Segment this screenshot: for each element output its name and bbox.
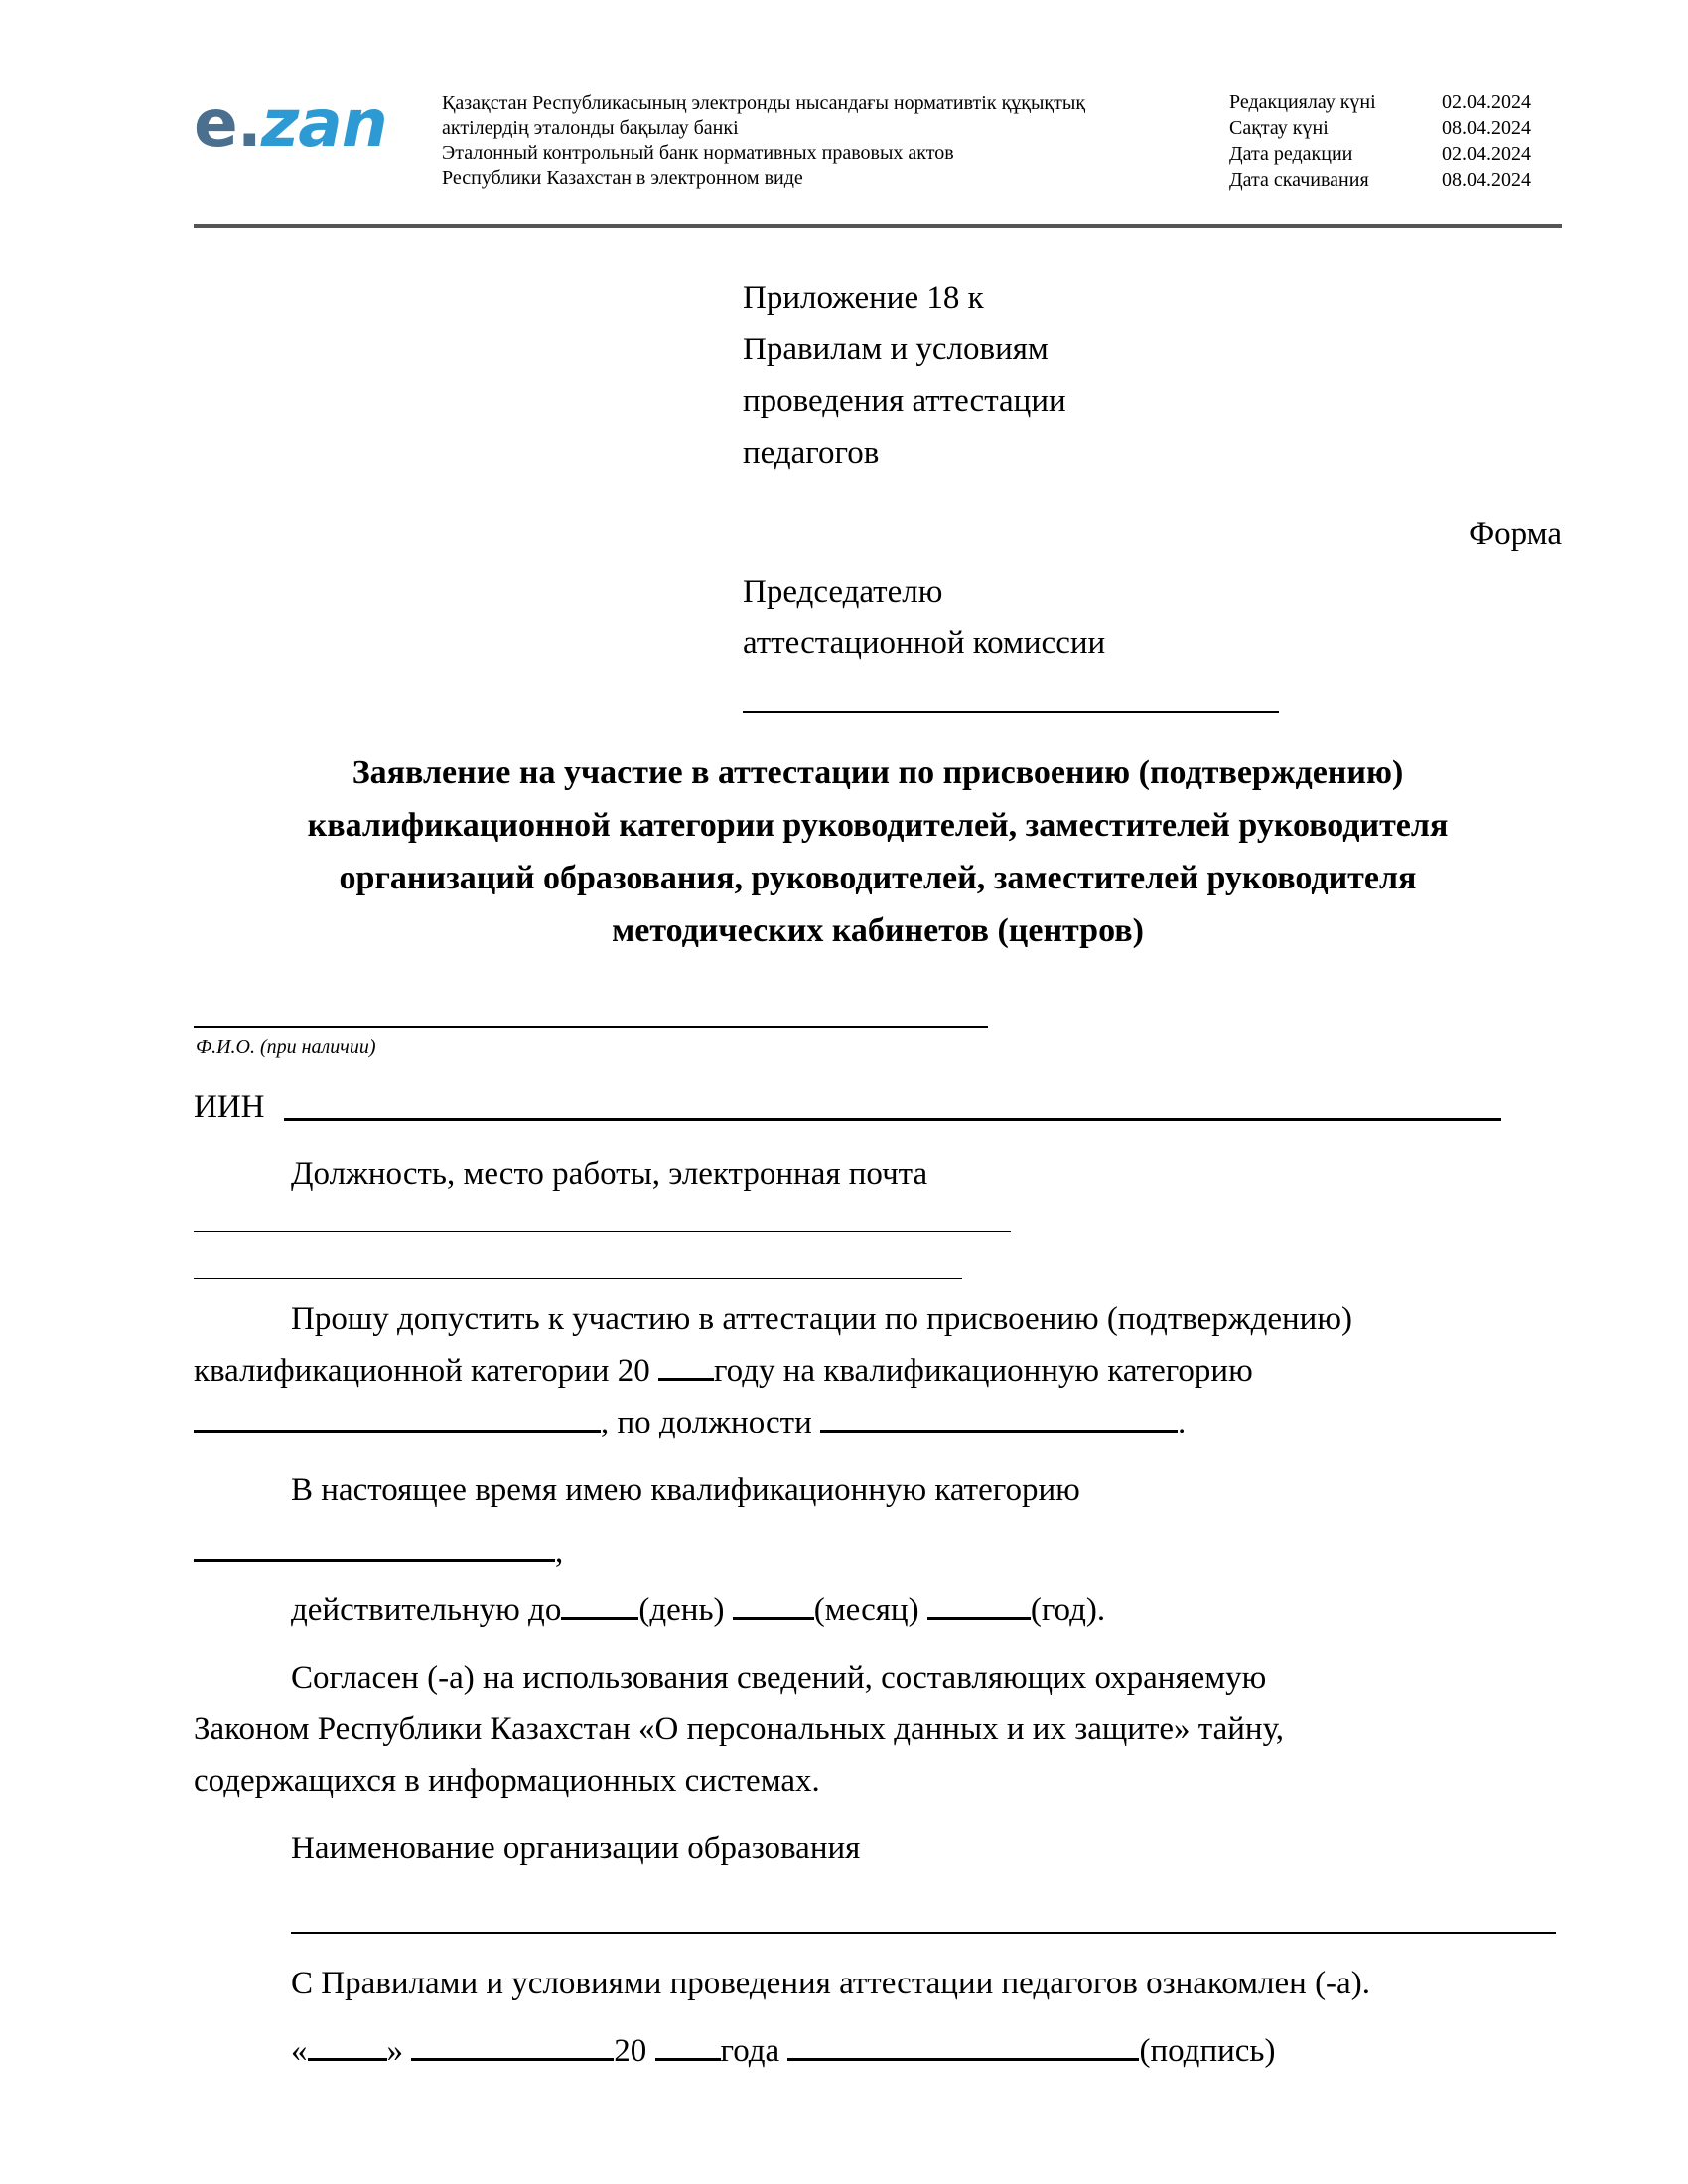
valid-month-field[interactable] [733,1587,814,1620]
consent-line-3: содержащихся в информационных системах. [194,1763,820,1799]
current-category-line-1: В настоящее время имею квалификационную категорию [291,1472,1080,1508]
header-meta [1229,89,1531,193]
sign-year-field[interactable] [655,2028,721,2061]
position-field-line-1[interactable] [194,1231,1011,1232]
sign-month-field[interactable] [411,2028,614,2061]
valid-year-field[interactable] [927,1587,1031,1620]
organization-label: Наименование организации образования [291,1831,861,1866]
rules-acknowledgement: С Правилами и условиями проведения аттестации педагогов ознакомлен (-а). [291,1966,1370,2001]
signature-line: « » 20 года (подпись) [291,2025,1275,2077]
requested-position-field[interactable] [820,1400,1178,1433]
organization-field[interactable] [291,1932,1556,1934]
requested-category-field[interactable] [194,1400,601,1433]
meta-row: Дата редакции 02.04.2024 [1229,143,1531,165]
consent-line-2: Законом Республики Казахстан «О персональных данных и их защите» тайну, [194,1711,1285,1747]
request-line-3: , по должности . [194,1397,1186,1448]
header-line: Республики Казахстан в электронном виде [442,167,803,189]
header-divider [194,224,1562,228]
position-field-line-2[interactable] [194,1278,962,1279]
request-line-1: Прошу допустить к участию в аттестации по присвоению (подтверждению) [291,1301,1352,1337]
ezan-logo: e.zan [194,85,387,162]
meta-row: Редакциялау күні 02.04.2024 [1229,91,1531,113]
header-description [442,91,1085,191]
current-category-field[interactable] [194,1529,555,1562]
fio-field[interactable] [194,1026,988,1028]
addressee: Председателю аттестационной комиссии [743,574,1106,661]
year-field[interactable] [658,1348,714,1381]
meta-row: Сақтау күні 08.04.2024 [1229,117,1531,139]
addressee-name-field[interactable] [743,711,1279,713]
header-line: Эталонный контрольный банк нормативных правовых актов [442,142,954,164]
header-line: актілердің эталонды бақылау банкі [442,117,739,139]
position-label: Должность, место работы, электронная почта [291,1157,928,1192]
fio-caption: Ф.И.О. (при наличии) [196,1036,376,1058]
signature-field[interactable] [787,2028,1139,2061]
meta-row: Дата скачивания 08.04.2024 [1229,169,1531,191]
form-label: Форма [1469,516,1562,552]
consent-line-1: Согласен (-а) на использования сведений, составляющих охраняемую [291,1660,1267,1696]
appendix-reference: Приложение 18 к Правилам и условиям проведения аттестации педагогов [743,280,1066,471]
valid-day-field[interactable] [561,1587,638,1620]
current-category-line-2: , [194,1526,563,1577]
iin-field[interactable] [284,1118,1501,1121]
header-line: Қазақстан Республикасының электронды нысандағы нормативтік құқықтық [442,92,1086,114]
iin-label: ИИН [194,1089,265,1125]
sign-day-field[interactable] [308,2028,387,2061]
request-line-2: квалификационной категории 20 году на квалификационную категорию [194,1345,1253,1397]
valid-until-line: действительную до (день) (месяц) (год). [291,1584,1105,1636]
document-title: Заявление на участие в аттестации по присвоению (подтверждению) квалификационной категории руководителей, заместителей руководителя организаций образования, руководителей, заместителей руководителя методических кабинетов (центров) [307,754,1449,949]
